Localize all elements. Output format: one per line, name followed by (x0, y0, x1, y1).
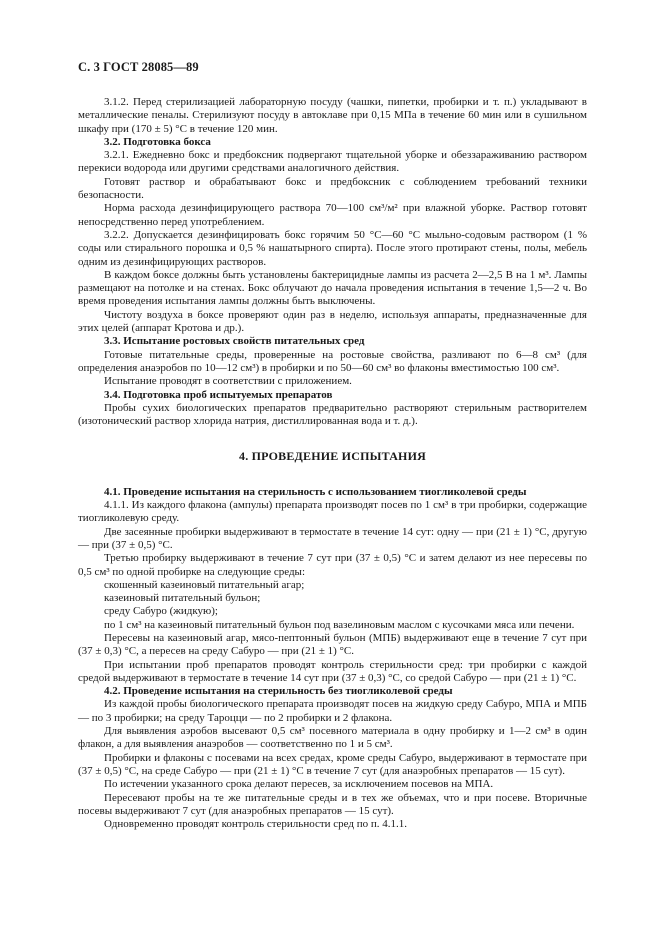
subsection-heading: 4.1. Проведение испытания на стерильность с использованием тиогликолевой среды (104, 485, 527, 498)
paragraph: 3.2.1. Ежедневно бокс и предбоксник подвергают тщательной уборке и обеззараживанию раствором перекиси водорода или другими средствами аналогичного действия. (78, 149, 587, 175)
paragraph: При испытании проб препаратов проводят контроль стерильности сред: три пробирки с каждой средой выдерживают в термостате в течение 14 сут при (37 ± 0,3) °С, со средой Сабуро — при (21 ± 1) °С. (78, 658, 587, 684)
document-body (78, 96, 587, 831)
paragraph: Для выявления аэробов высевают 0,5 см³ посевного материала в одну пробирку и 1—2 см³ в один флакон, а для выявления анаэробов — соответственно по 1 и 5 см³. (78, 725, 587, 751)
paragraph: 3.1.2. Перед стерилизацией лабораторную посуду (чашки, пипетки, пробирки и т. п.) укладывают в металлические пеналы. Стерилизуют посуду в автоклаве при 0,15 МПа в течение 60 мин или в сушильном шкафу при (170 ± 5) °С в течение 120 мин. (78, 96, 587, 135)
section-4-block (78, 486, 587, 832)
paragraph: 4.1.1. Из каждого флакона (ампулы) препарата производят посев по 1 см³ в три пробирки, содержащие тиогликолевую среду. (78, 499, 587, 525)
paragraph: Пересевы на казеиновый агар, мясо-пептонный бульон (МПБ) выдерживают еще в течение 7 сут при (37 ± 0,3) °С, а пересев на среду Сабуро — при (21 ± 1) °С. (78, 631, 587, 658)
section-title: 4. ПРОВЕДЕНИЕ ИСПЫТАНИЯ (239, 449, 426, 464)
paragraph: Чистоту воздуха в боксе проверяют один раз в неделю, используя аппараты, предназначенные для этих целей (аппарат Кротова и др.). (78, 308, 587, 335)
subsection-heading: 3.3. Испытание ростовых свойств питательных сред (104, 335, 365, 348)
paragraph: Пробирки и флаконы с посевами на всех средах, кроме среды Сабуро, выдерживают в термостате при (37 ± 0,5) °С, на среде Сабуро — при (21 ± 1) °С в течение 7 сут (для анаэробных препаратов — 15 сут). (78, 751, 587, 777)
page-header: С. 3 ГОСТ 28085—89 (78, 60, 199, 74)
paragraph: Пробы сухих биологических препаратов предварительно растворяют стерильным растворителем (изотонический раствор хлорида натрия, дистиллированная вода и т. д.). (78, 401, 587, 428)
subsection-heading: 3.4. Подготовка проб испытуемых препаратов (104, 388, 333, 401)
paragraph: скошенный казеиновый питательный агар; (104, 578, 305, 591)
paragraph: Пересевают пробы на те же питательные среды и в тех же объемах, что и при посеве. Вторичные посевы выдерживают 7 сут (для анаэробных препаратов — 15 сут). (78, 791, 587, 817)
subsection-heading: 3.2. Подготовка бокса (104, 135, 211, 148)
subsection-heading: 4.2. Проведение испытания на стерильность без тиогликолевой среды (104, 685, 453, 698)
paragraph: В каждом боксе должны быть установлены бактерицидные лампы из расчета 2—2,5 В на 1 м³. Лампы размещают на потолке и на стенах. Бокс облучают до начала проведения испытания в течение 1,5—2 ч. Во время проведения испытания лампы должны быть выключены. (78, 268, 587, 308)
paragraph: Норма расхода дезинфицирующего раствора 70—100 см³/м² при влажной уборке. Раствор готовят непосредственно перед употреблением. (78, 202, 587, 228)
paragraph: Испытание проводят в соответствии с приложением. (104, 375, 352, 388)
paragraph: Готовят раствор и обрабатывают бокс и предбоксник с соблюдением требований техники безопасности. (78, 175, 587, 202)
paragraph: Третью пробирку выдерживают в течение 7 сут при (37 ± 0,5) °С и затем делают из нее пересевы по 0,5 см³ по одной пробирке на следующие среды: (78, 552, 587, 578)
paragraph: 3.2.2. Допускается дезинфицировать бокс горячим 50 °С—60 °С мыльно-содовым раствором (1 % соды или стирального порошка и 0,5 % нашатырного спирта). После этого протирают стены, полы, мебель одним из дезинфицирующих растворов. (78, 228, 587, 268)
section-3-block (78, 96, 587, 428)
paragraph: По истечении указанного срока делают пересев, за исключением посевов на МПА. (104, 778, 494, 791)
paragraph: по 1 см³ на казеиновый питательный бульон под вазелиновым маслом с кусочками мяса или печени. (104, 618, 575, 631)
paragraph: Из каждой пробы биологического препарата производят посев на жидкую среду Сабуро, МПА и МПБ — по 3 пробирки; на среду Тароцци — по 2 пробирки и 2 флакона. (78, 698, 587, 724)
paragraph: Одновременно проводят контроль стерильности сред по п. 4.1.1. (104, 818, 408, 831)
paragraph: Готовые питательные среды, проверенные на ростовые свойства, разливают по 6—8 см³ (для определения анаэробов по 10—12 см³) в пробирки и по 50—60 см³ во флаконы вместимостью 100 см³. (78, 348, 587, 374)
paragraph: среду Сабуро (жидкую); (104, 605, 218, 618)
paragraph: казеиновый питательный бульон; (104, 592, 261, 605)
paragraph: Две засеянные пробирки выдерживают в термостате в течение 14 сут: одну — при (21 ± 1) °С, другую — при (37 ± 0,5) °С. (78, 525, 587, 551)
